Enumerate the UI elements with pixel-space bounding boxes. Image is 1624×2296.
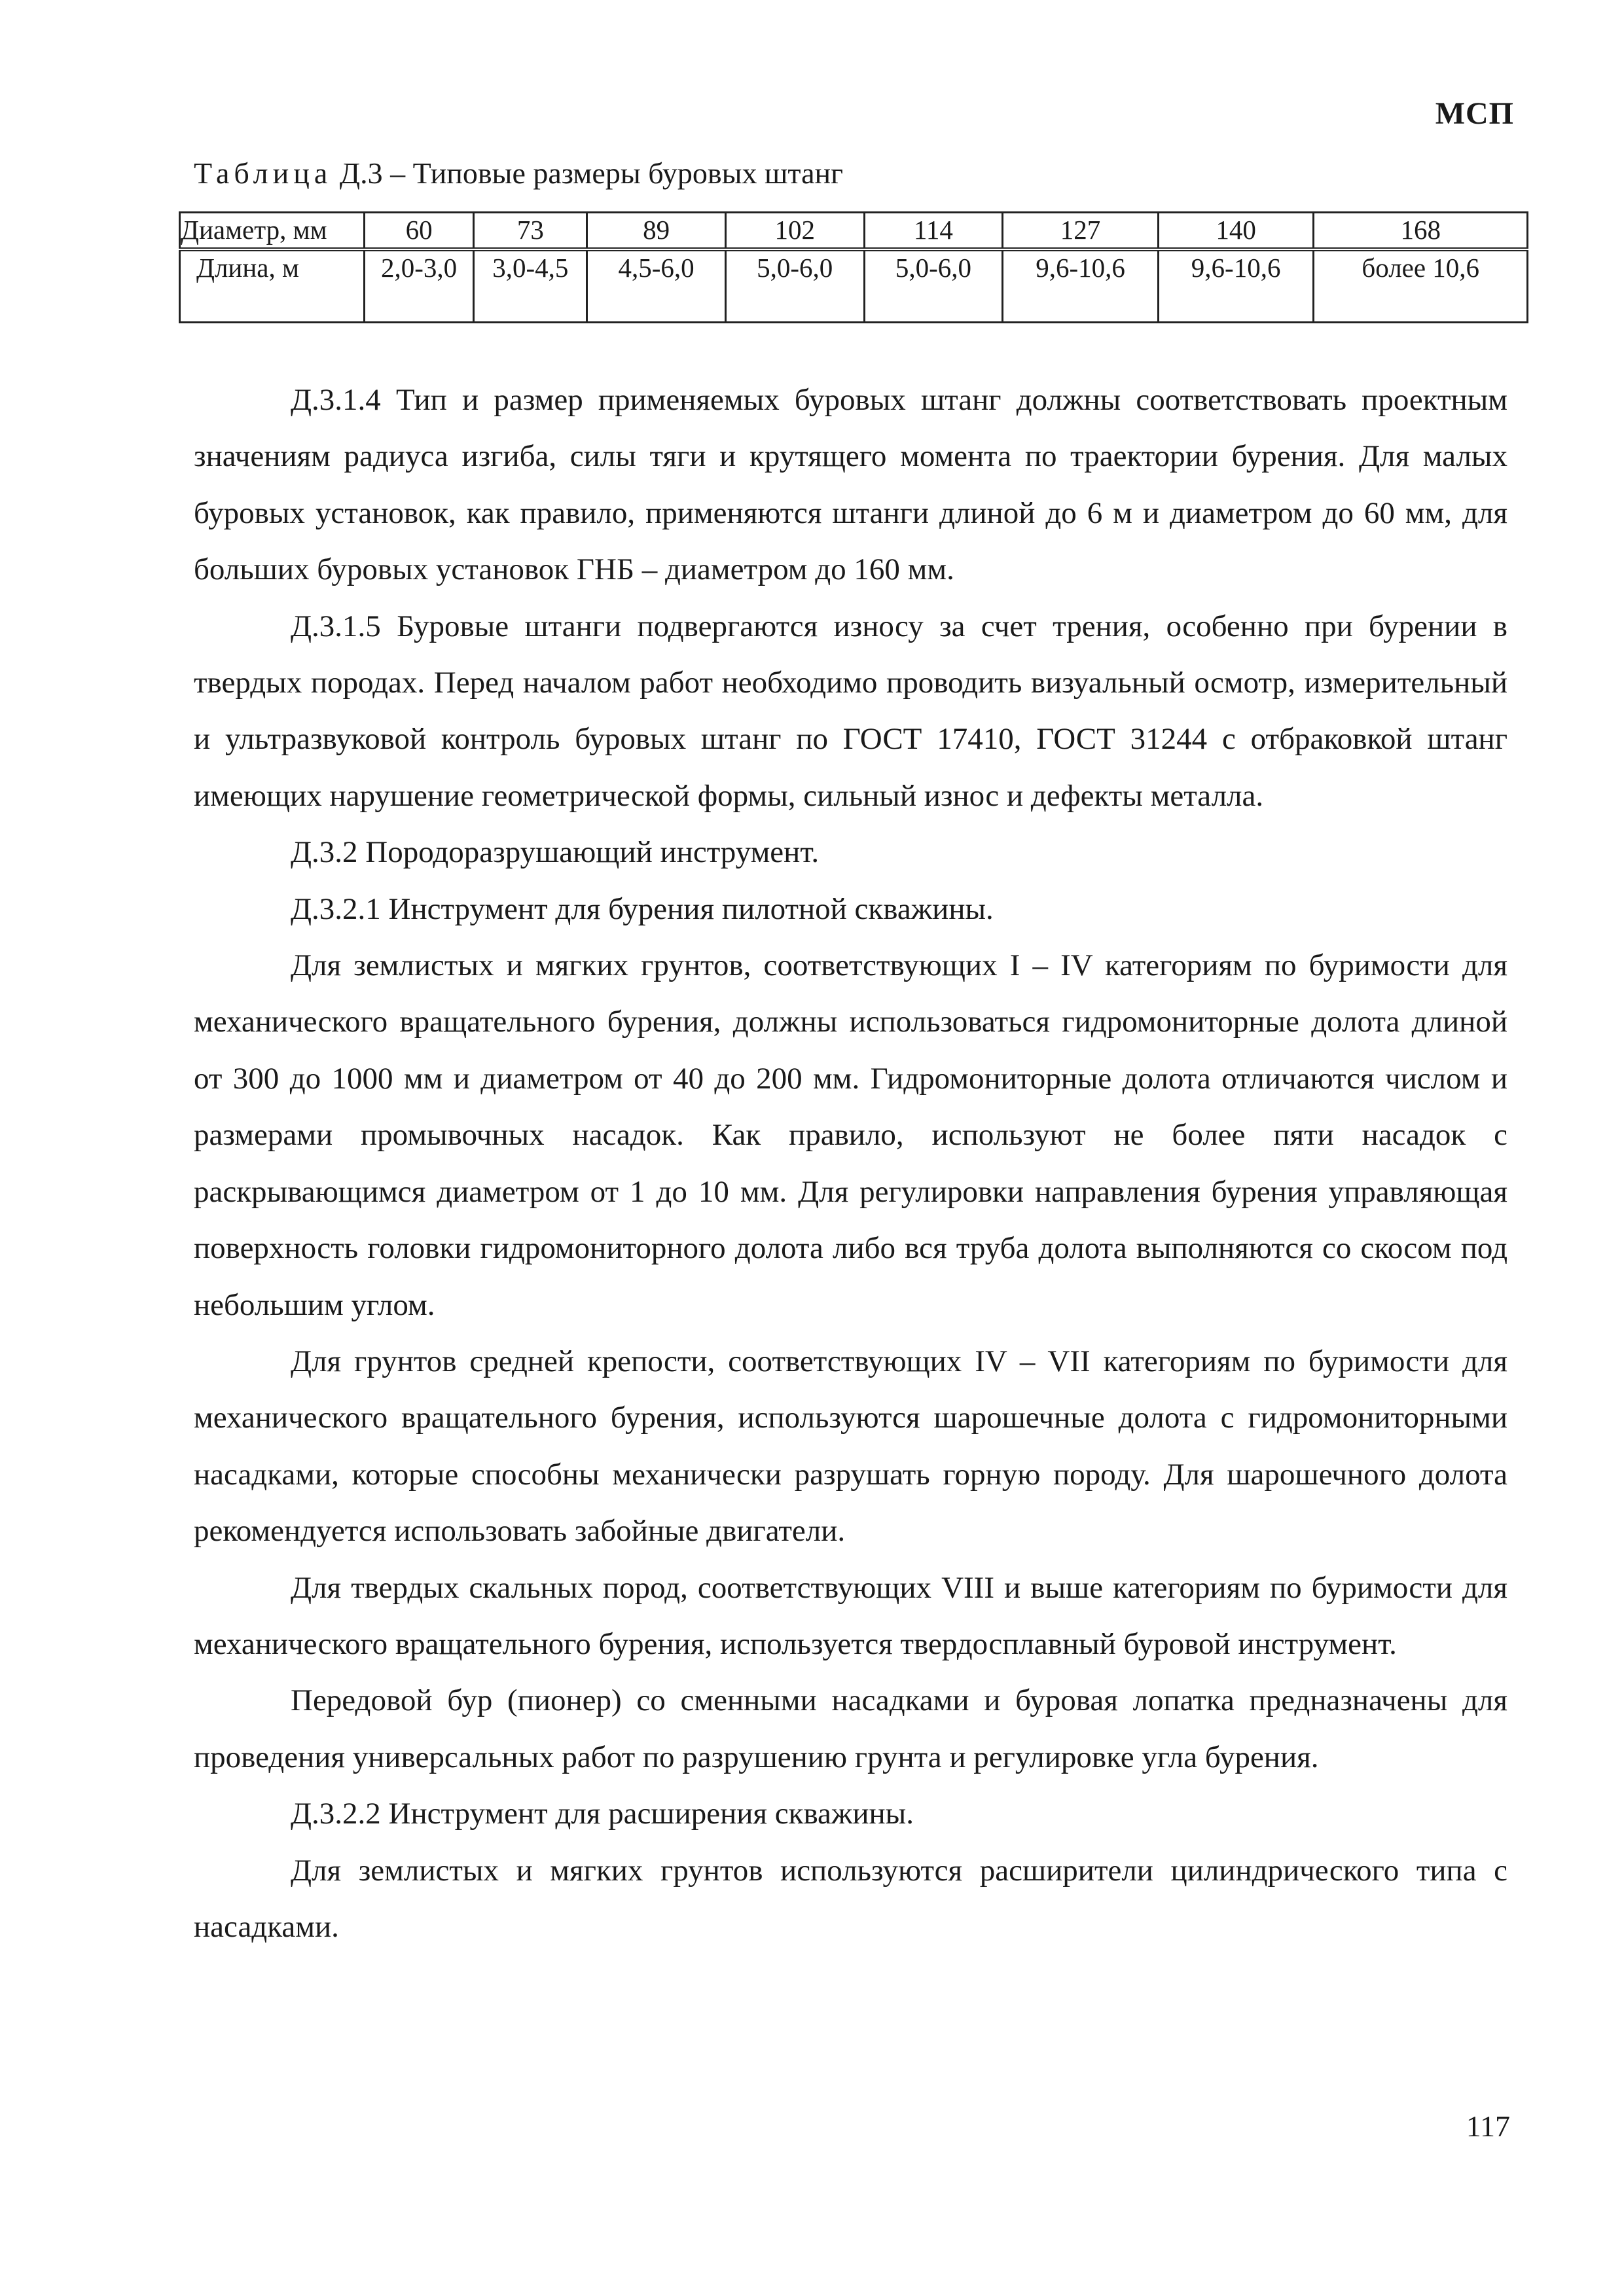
table-cell: 168 <box>1314 213 1528 250</box>
document-code: МСП <box>1435 96 1514 131</box>
body-text <box>194 372 1507 1955</box>
table-cell: 5,0-6,0 <box>725 249 864 323</box>
table-cell: более 10,6 <box>1314 249 1528 323</box>
table-cell: 102 <box>725 213 864 250</box>
table-cell: Длина, м <box>180 249 365 323</box>
paragraph-d-3-1-4: Д.3.1.4 Тип и размер применяемых буровых штанг должны соответствовать проектным значениям радиуса изгиба, силы тяги и крутящего момента по траектории бурения. Для малых буровых установок, как правило, применяются штанги длиной до 6 м и диаметром до 60 мм, для больших буровых установок ГНБ – диаметром до 160 мм. <box>194 383 1507 587</box>
table-caption-text: Д.3 – Типовые размеры буровых штанг <box>339 156 843 190</box>
table-cell: 9,6-10,6 <box>1003 249 1159 323</box>
table-cell: 3,0-4,5 <box>474 249 587 323</box>
paragraph-reamers: Для землистых и мягких грунтов используются расширители цилиндрического типа с насадками. <box>194 1853 1507 1944</box>
table-cell: 114 <box>864 213 1003 250</box>
section-heading-d-3-2: Д.3.2 Породоразрушающий инструмент. <box>291 835 820 870</box>
paragraph-medium-soils: Для грунтов средней крепости, соответствующих IV – VII категориям по буримости для механического вращательного бурения, используются шарошечные долота с гидромониторными насадками, которые способны механически разрушать горную породу. Для шарошечного долота рекомендуется использовать забойные двигатели. <box>194 1344 1507 1549</box>
table-row-diameter <box>180 213 1528 250</box>
paragraph-d-3-1-5: Д.3.1.5 Буровые штанги подвергаются износу за счет трения, особенно при бурении в твердых породах. Перед началом работ необходимо проводить визуальный осмотр, измерительный и ультразвуковой контроль буровых штанг по ГОСТ 17410, ГОСТ 31244 с отбраковкой штанг имеющих нарушение геометрической формы, сильный износ и дефекты металла. <box>194 609 1507 813</box>
table-caption-prefix: Таблица <box>194 156 333 190</box>
table-cell: 127 <box>1003 213 1159 250</box>
section-heading-d-3-2-2: Д.3.2.2 Инструмент для расширения скважины. <box>291 1797 914 1831</box>
drill-rod-sizes-table <box>179 211 1528 323</box>
page-number: 117 <box>1466 2109 1510 2143</box>
table-cell: 9,6-10,6 <box>1158 249 1314 323</box>
paragraph-hard-rock: Для твердых скальных пород, соответствующих VIII и выше категориям по буримости для механического вращательного бурения, используется твердосплавный буровой инструмент. <box>194 1570 1507 1661</box>
table-cell: 2,0-3,0 <box>364 249 474 323</box>
table-cell: 89 <box>587 213 726 250</box>
paragraph-soft-soils: Для землистых и мягких грунтов, соответствующих I – IV категориям по буримости для механического вращательного бурения, должны использоваться гидромониторные долота длиной от 300 до 1000 мм и диаметром от 40 до 200 мм. Гидромониторные долота отличаются числом и размерами промывочных насадок. Как правило, используют не более пяти насадок с раскрывающимся диаметром от 1 до 10 мм. Для регулировки направления бурения управляющая поверхность головки гидромониторного долота либо вся труба долота выполняются со скосом под небольшим углом. <box>194 948 1507 1322</box>
paragraph-pilot-bit: Передовой бур (пионер) со сменными насадками и буровая лопатка предназначены для проведения универсальных работ по разрушению грунта и регулировке угла бурения. <box>194 1683 1507 1774</box>
table-cell: 5,0-6,0 <box>864 249 1003 323</box>
table-cell: 60 <box>364 213 474 250</box>
table-cell: 140 <box>1158 213 1314 250</box>
table-caption <box>194 156 843 190</box>
table-cell: 4,5-6,0 <box>587 249 726 323</box>
table-row-length <box>180 249 1528 323</box>
table-cell: Диаметр, мм <box>180 213 365 250</box>
table-cell: 73 <box>474 213 587 250</box>
section-heading-d-3-2-1: Д.3.2.1 Инструмент для бурения пилотной скважины. <box>291 891 994 926</box>
